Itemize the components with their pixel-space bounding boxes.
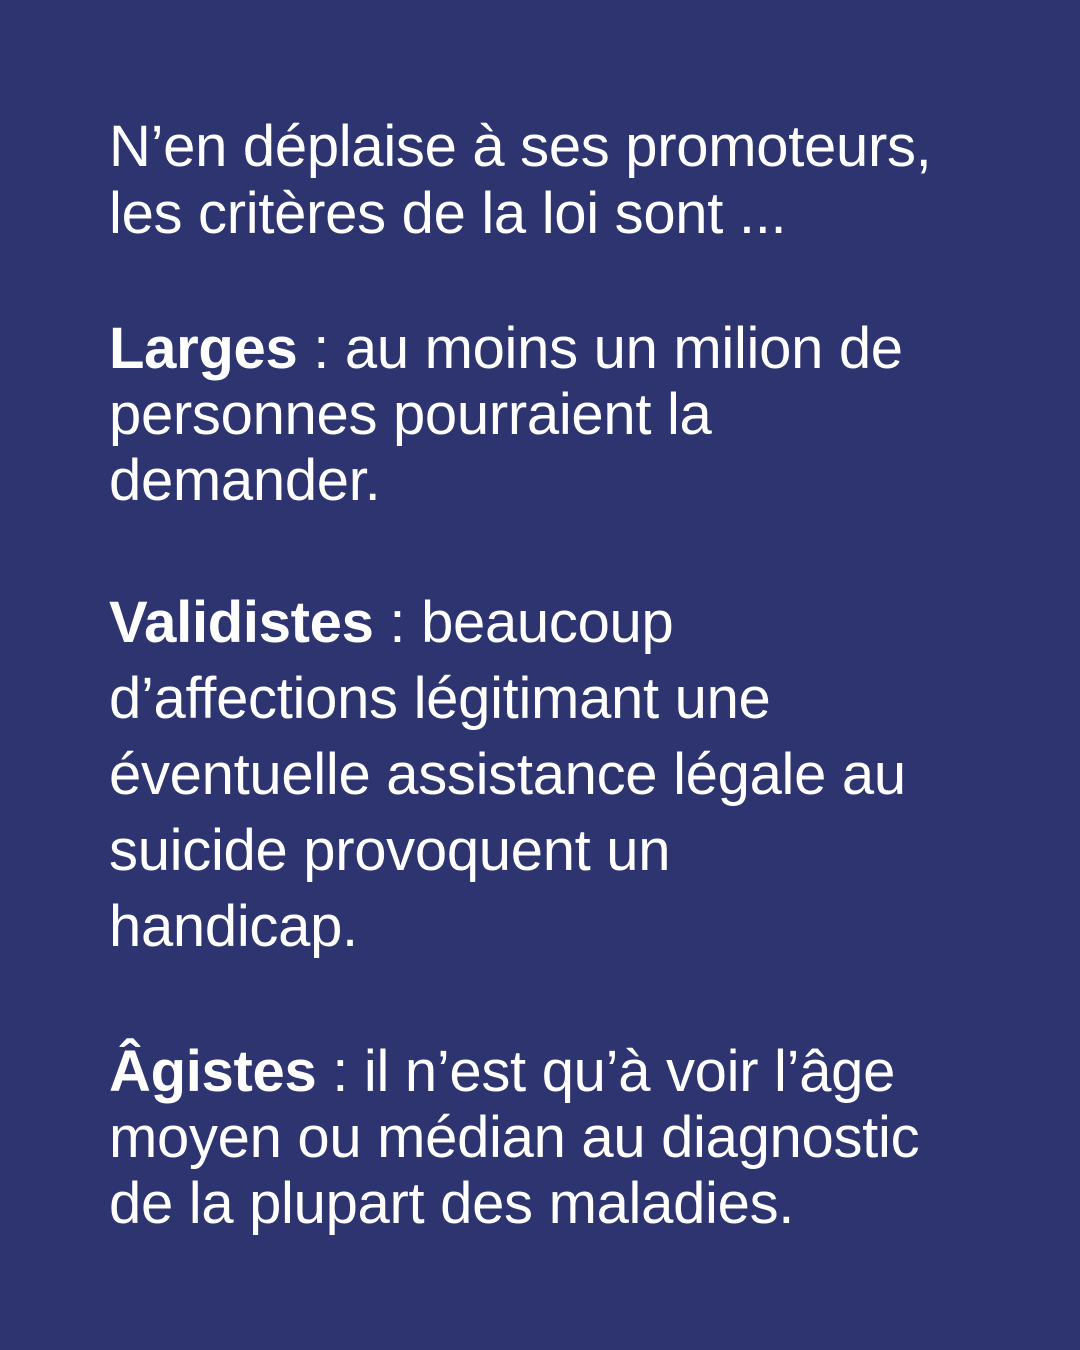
intro-line-2: les critères de la loi sont ... <box>109 181 787 246</box>
criterion-separator: : <box>316 1039 364 1104</box>
criterion-line: personnes pourraient la <box>109 382 712 447</box>
criterion-line: demander. <box>109 448 381 513</box>
criterion-line: éventuelle assistance légale au <box>109 742 906 807</box>
criterion-separator: : <box>373 590 422 655</box>
criterion-line: moyen ou médian au diagnostic <box>109 1105 920 1170</box>
criterion-agistes <box>109 1039 989 1237</box>
criterion-line: au moins un milion de <box>344 316 903 381</box>
criterion-term: Validistes <box>109 590 374 655</box>
criterion-line: beaucoup <box>421 590 674 655</box>
criterion-line: de la plupart des maladies. <box>109 1171 795 1236</box>
criterion-line: handicap. <box>109 894 358 959</box>
criterion-separator: : <box>297 316 345 381</box>
criterion-validistes <box>109 585 969 965</box>
criterion-line: d’affections légitimant une <box>109 666 771 731</box>
criterion-line: suicide provoquent un <box>109 818 671 883</box>
criterion-term: Larges <box>109 316 298 381</box>
criterion-line: il n’est qu’à voir l’âge <box>363 1039 896 1104</box>
criterion-larges <box>109 316 959 514</box>
criterion-term: Âgistes <box>109 1039 317 1104</box>
intro-line-1: N’en déplaise à ses promoteurs, <box>109 114 932 179</box>
intro-text <box>109 113 989 247</box>
